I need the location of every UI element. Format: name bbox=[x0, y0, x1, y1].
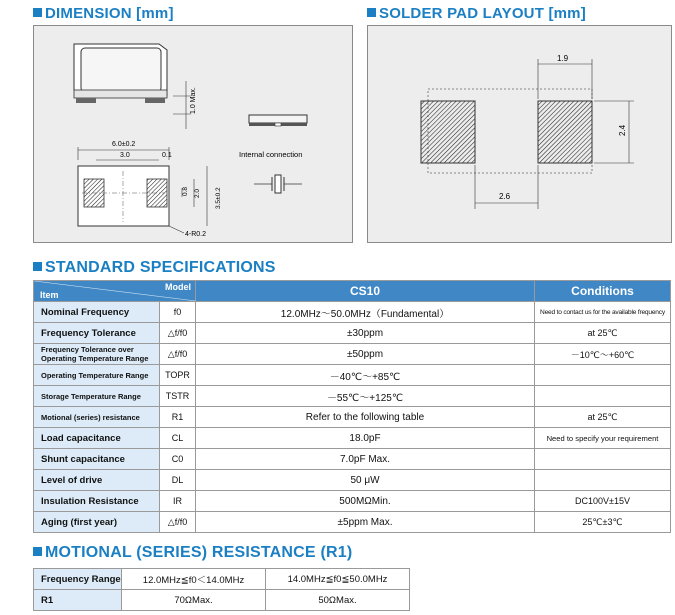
header-model-item-cell bbox=[34, 281, 196, 302]
freq-range-label: Frequency Range bbox=[34, 569, 122, 590]
table-row bbox=[34, 569, 410, 590]
spec-value: ±50ppm bbox=[196, 344, 535, 365]
spec-symbol: IR bbox=[160, 491, 196, 512]
spec-condition: 25℃±3℃ bbox=[535, 512, 671, 533]
square-bullet-icon bbox=[33, 547, 42, 556]
spec-value: ±30ppm bbox=[196, 323, 535, 344]
table-row bbox=[34, 344, 671, 365]
table-row bbox=[34, 386, 671, 407]
radius-label: 4-R0.2 bbox=[185, 231, 207, 238]
dimension-drawing bbox=[34, 26, 352, 242]
pad-dim-label: 3.0 bbox=[120, 152, 130, 159]
spec-item: Frequency Tolerance over Operating Temperature Range bbox=[34, 344, 160, 365]
spec-symbol: TSTR bbox=[160, 386, 196, 407]
spec-condition: Need to contact us for the available frequency bbox=[535, 302, 671, 323]
r1-label: R1 bbox=[34, 590, 122, 611]
spec-value: －55℃～+125℃ bbox=[196, 386, 535, 407]
length-dim-label: 6.0±0.2 bbox=[112, 141, 136, 148]
pad-h-label: 0.8 bbox=[182, 186, 189, 196]
pad-width-label: 1.9 bbox=[557, 54, 569, 63]
header-item-label: Item bbox=[40, 290, 59, 300]
header-model-name: CS10 bbox=[196, 281, 535, 302]
r1-value-cell: 50ΩMax. bbox=[266, 590, 410, 611]
spec-symbol: f0 bbox=[160, 302, 196, 323]
height-max-label: 1.0 Max. bbox=[190, 87, 197, 114]
solder-pad-drawing bbox=[368, 26, 671, 242]
spec-symbol: TOPR bbox=[160, 365, 196, 386]
spec-symbol: CL bbox=[160, 428, 196, 449]
range-cell: 14.0MHz≦f0≦50.0MHz bbox=[266, 569, 410, 590]
solder-pad-left bbox=[421, 101, 475, 163]
dimension-title: DIMENSION [mm] bbox=[33, 5, 174, 22]
spec-symbol: △f/f0 bbox=[160, 344, 196, 365]
internal-connection-label: Internal connection bbox=[239, 150, 303, 159]
spec-condition: DC100V±15V bbox=[535, 491, 671, 512]
spec-item: Motional (series) resistance bbox=[34, 407, 160, 428]
table-row bbox=[34, 407, 671, 428]
spec-item: Shunt capacitance bbox=[34, 449, 160, 470]
spec-item: Level of drive bbox=[34, 470, 160, 491]
spec-value: 12.0MHz～50.0MHz（Fundamental） bbox=[196, 302, 535, 323]
spec-item: Insulation Resistance bbox=[34, 491, 160, 512]
table-row bbox=[34, 428, 671, 449]
spec-value: Refer to the following table bbox=[196, 407, 535, 428]
spec-item: Operating Temperature Range bbox=[34, 365, 160, 386]
spec-condition bbox=[535, 386, 671, 407]
square-bullet-icon bbox=[367, 8, 376, 17]
spec-symbol: R1 bbox=[160, 407, 196, 428]
spec-condition: Need to specify your requirement bbox=[535, 428, 671, 449]
square-bullet-icon bbox=[33, 262, 42, 271]
dimension-drawing-panel bbox=[33, 25, 353, 243]
table-row bbox=[34, 449, 671, 470]
table-row bbox=[34, 512, 671, 533]
standard-specifications-title: STANDARD SPECIFICATIONS bbox=[33, 259, 276, 277]
spec-value: 500MΩMin. bbox=[196, 491, 535, 512]
spec-value: 7.0pF Max. bbox=[196, 449, 535, 470]
pad-height-label: 2.4 bbox=[618, 124, 627, 136]
spec-condition bbox=[535, 365, 671, 386]
standard-specifications-table bbox=[33, 280, 671, 533]
crystal-3d-view bbox=[74, 44, 197, 129]
gap-label: 2.6 bbox=[499, 192, 511, 201]
table-row bbox=[34, 365, 671, 386]
spec-value: 50 μW bbox=[196, 470, 535, 491]
table-row bbox=[34, 491, 671, 512]
spec-symbol: △f/f0 bbox=[160, 512, 196, 533]
spec-value: ±5ppm Max. bbox=[196, 512, 535, 533]
spec-condition bbox=[535, 470, 671, 491]
r1-value-cell: 70ΩMax. bbox=[122, 590, 266, 611]
spec-symbol: △f/f0 bbox=[160, 323, 196, 344]
solder-pad-right bbox=[538, 101, 592, 163]
range-cell: 12.0MHz≦f0＜14.0MHz bbox=[122, 569, 266, 590]
spec-condition: at 25℃ bbox=[535, 323, 671, 344]
table-row bbox=[34, 470, 671, 491]
header-conditions: Conditions bbox=[535, 281, 671, 302]
spec-item: Storage Temperature Range bbox=[34, 386, 160, 407]
solder-pad-title: SOLDER PAD LAYOUT [mm] bbox=[367, 5, 586, 22]
spec-value: －40℃～+85℃ bbox=[196, 365, 535, 386]
table-row bbox=[34, 302, 671, 323]
width-dim-label: 3.5±0.2 bbox=[215, 187, 222, 209]
spec-item: Aging (first year) bbox=[34, 512, 160, 533]
spec-item: Frequency Tolerance bbox=[34, 323, 160, 344]
spec-symbol: C0 bbox=[160, 449, 196, 470]
crystal-bottom-view bbox=[78, 141, 222, 238]
spec-value: 18.0pF bbox=[196, 428, 535, 449]
internal-connection-diagram bbox=[239, 150, 302, 193]
spec-item: Load capacitance bbox=[34, 428, 160, 449]
table-row bbox=[34, 323, 671, 344]
solder-pad-panel bbox=[367, 25, 672, 243]
spec-condition: －10℃～+60℃ bbox=[535, 344, 671, 365]
spec-symbol: DL bbox=[160, 470, 196, 491]
edge-dim-label: 0.1 bbox=[162, 152, 172, 159]
motional-resistance-table bbox=[33, 568, 410, 611]
table-row bbox=[34, 590, 410, 611]
crystal-side-view bbox=[249, 115, 307, 126]
spec-condition bbox=[535, 449, 671, 470]
pad-h2-label: 2.0 bbox=[194, 188, 201, 198]
spec-header-row bbox=[34, 281, 671, 302]
motional-resistance-title: MOTIONAL (SERIES) RESISTANCE (R1) bbox=[33, 544, 352, 562]
spec-item: Nominal Frequency bbox=[34, 302, 160, 323]
square-bullet-icon bbox=[33, 8, 42, 17]
spec-condition: at 25℃ bbox=[535, 407, 671, 428]
header-model-label: Model bbox=[165, 282, 191, 292]
